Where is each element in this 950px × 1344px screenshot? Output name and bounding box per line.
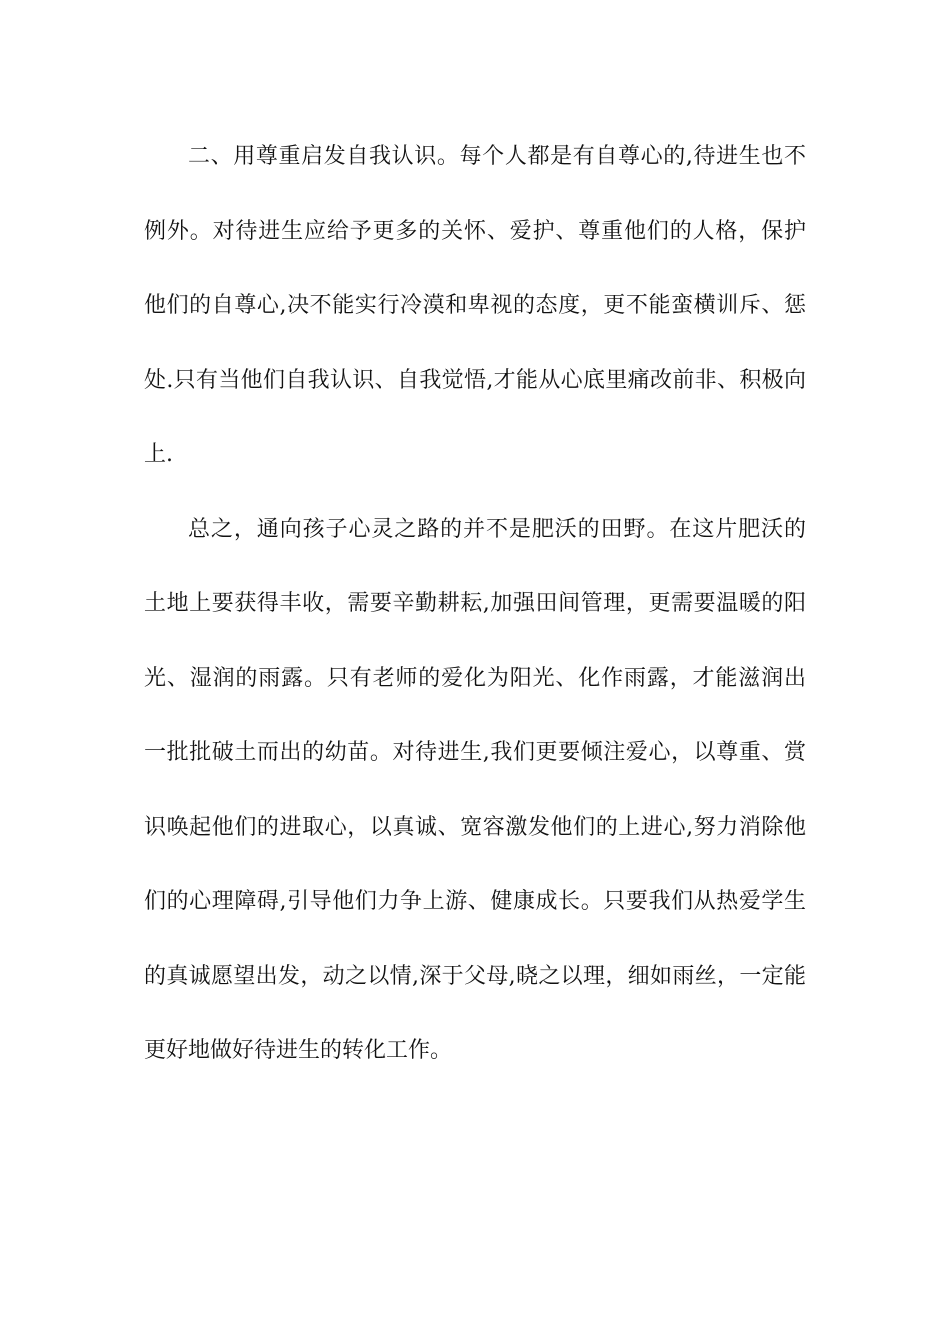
paragraph-respect [144, 120, 806, 493]
text-line: 一批批破土而出的幼苗。对待进生,我们更要倾注爱心，以尊重、赏 [144, 740, 806, 765]
text-line: 他们的自尊心,决不能实行冷漠和卑视的态度，更不能蛮横训斥、惩 [144, 293, 806, 318]
text-line: 上. [144, 442, 173, 467]
text-line: 处.只有当他们自我认识、自我觉悟,才能从心底里痛改前非、积极向 [144, 367, 806, 393]
text-line: 更好地做好待进生的转化工作。 [144, 1038, 453, 1063]
document-body [144, 120, 806, 1089]
text-line: 二、用尊重启发自我认识。每个人都是有自尊心的,待进生也不 [188, 144, 806, 169]
text-line: 识唤起他们的进取心，以真诚、宽容激发他们的上进心,努力消除他 [144, 814, 806, 840]
text-line: 土地上要获得丰收，需要辛勤耕耘,加强田间管理，更需要温暖的阳 [144, 591, 806, 616]
text-line: 光、湿润的雨露。只有老师的爱化为阳光、化作雨露，才能滋润出 [144, 665, 806, 691]
text-line: 例外。对待进生应给予更多的关怀、爱护、尊重他们的人格，保护 [144, 218, 806, 244]
text-line: 总之，通向孩子心灵之路的并不是肥沃的田野。在这片肥沃的 [188, 516, 806, 542]
text-line: 的真诚愿望出发，动之以情,深于父母,晓之以理，细如雨丝，一定能 [144, 963, 806, 989]
text-line: 们的心理障碍,引导他们力争上游、健康成长。只要我们从热爱学生 [144, 889, 806, 914]
paragraph-conclusion [144, 493, 806, 1089]
